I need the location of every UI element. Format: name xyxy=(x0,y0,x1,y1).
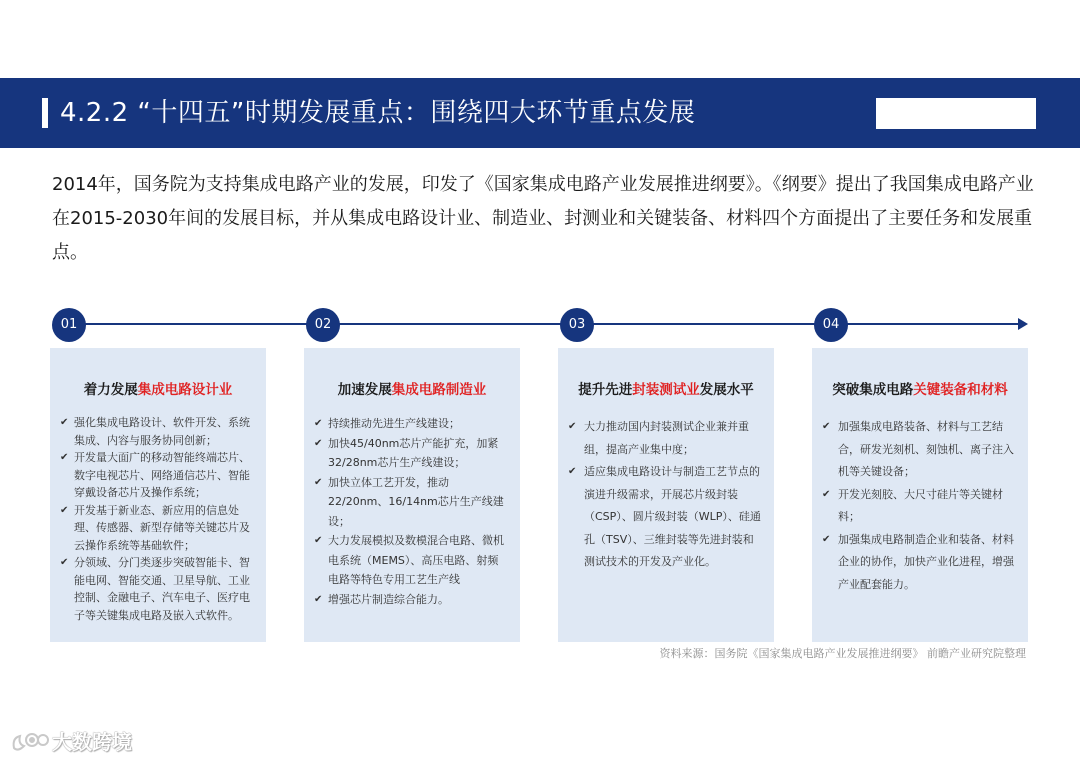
timeline-node-03: 03 xyxy=(560,308,594,342)
card-title-highlight: 封装测试业 xyxy=(632,382,700,398)
page-title: 4.2.2 “十四五”时期发展重点：围绕四大环节重点发展 xyxy=(60,98,696,128)
list-item: ✔ 加强集成电路制造企业和装备、材料企业的协作，加快产业化进程，增强产业配套能力。 xyxy=(822,529,1016,597)
card-title xyxy=(50,378,266,398)
card-title xyxy=(304,378,520,398)
timeline-line xyxy=(68,323,1020,325)
card-equipment-materials xyxy=(812,348,1028,642)
card-task-list xyxy=(822,416,1016,596)
timeline-node-02: 02 xyxy=(306,308,340,342)
list-item: ✔ 加快立体工艺开发，推动22/20nm、16/14nm芯片生产线建设； xyxy=(314,473,508,532)
list-item: ✔ 加强集成电路装备、材料与工艺结合，研发光刻机、刻蚀机、离子注入机等关键设备； xyxy=(822,416,1016,484)
list-item: ✔ 加快45/40nm芯片产能扩充，加紧32/28nm芯片生产线建设； xyxy=(314,434,508,473)
list-item: ✔ 适应集成电路设计与制造工艺节点的演进升级需求，开展芯片级封装（CSP）、圆片级封装（WLP）、硅通孔（TSV）、三维封装等先进封装和测试技术的开发及产业化。 xyxy=(568,461,762,574)
header-blank-box xyxy=(876,98,1036,129)
card-design-industry xyxy=(50,348,266,642)
card-title-prefix: 提升先进 xyxy=(578,382,633,398)
card-title xyxy=(558,378,774,398)
header-bar xyxy=(0,78,1080,148)
card-title xyxy=(812,378,1028,398)
list-item: ✔ 大力推动国内封装测试企业兼并重组，提高产业集中度； xyxy=(568,416,762,461)
card-title-prefix: 加速发展 xyxy=(337,382,392,398)
list-item: ✔ 开发基于新业态、新应用的信息处理、传感器、新型存储等关键芯片及云操作系统等基础软件； xyxy=(60,502,254,555)
list-item: ✔ 大力发展模拟及数模混合电路、微机电系统（MEMS）、高压电路、射频电路等特色专用工艺生产线 xyxy=(314,531,508,590)
card-manufacturing-industry xyxy=(304,348,520,642)
timeline-node-01: 01 xyxy=(52,308,86,342)
source-note: 资料来源：国务院《国家集成电路产业发展推进纲要》 前瞻产业研究院整理 xyxy=(659,647,1026,660)
card-task-list xyxy=(568,416,762,574)
kaleidoscope-logo-icon xyxy=(10,728,50,756)
card-title-prefix: 着力发展 xyxy=(83,382,138,398)
card-task-list xyxy=(60,414,254,624)
card-title-highlight: 集成电路制造业 xyxy=(391,382,487,398)
card-title-suffix: 发展水平 xyxy=(699,382,754,398)
card-packaging-testing xyxy=(558,348,774,642)
list-item: ✔ 开发光刻胶、大尺寸硅片等关键材料； xyxy=(822,484,1016,529)
timeline-node-04: 04 xyxy=(814,308,848,342)
list-item: ✔ 分领域、分门类逐步突破智能卡、智能电网、智能交通、卫星导航、工业控制、金融电子、汽车电子、医疗电子等关键集成电路及嵌入式软件。 xyxy=(60,554,254,624)
list-item: ✔ 增强芯片制造综合能力。 xyxy=(314,590,508,610)
card-title-highlight: 集成电路设计业 xyxy=(137,382,233,398)
card-task-list xyxy=(314,414,508,609)
timeline-arrow-icon xyxy=(1018,318,1028,330)
list-item: ✔ 强化集成电路设计、软件开发、系统集成、内容与服务协同创新； xyxy=(60,414,254,449)
watermark-text: 大数跨境 xyxy=(52,730,132,754)
card-title-highlight: 关键装备和材料 xyxy=(913,382,1008,398)
list-item: ✔ 开发量大面广的移动智能终端芯片、数字电视芯片、网络通信芯片、智能穿戴设备芯片及操作系统； xyxy=(60,449,254,502)
intro-paragraph: 2014年，国务院为支持集成电路产业的发展，印发了《国家集成电路产业发展推进纲要》。《纲要》提出了我国集成电路产业在2015-2030年间的发展目标，并从集成电路设计业、制造业、封测业和关键装备、材料四个方面提出了主要任务和发展重点。 xyxy=(52,174,1034,263)
card-title-prefix: 突破集成电路 xyxy=(832,382,914,398)
title-accent-bar xyxy=(42,98,48,128)
list-item: ✔ 持续推动先进生产线建设； xyxy=(314,414,508,434)
